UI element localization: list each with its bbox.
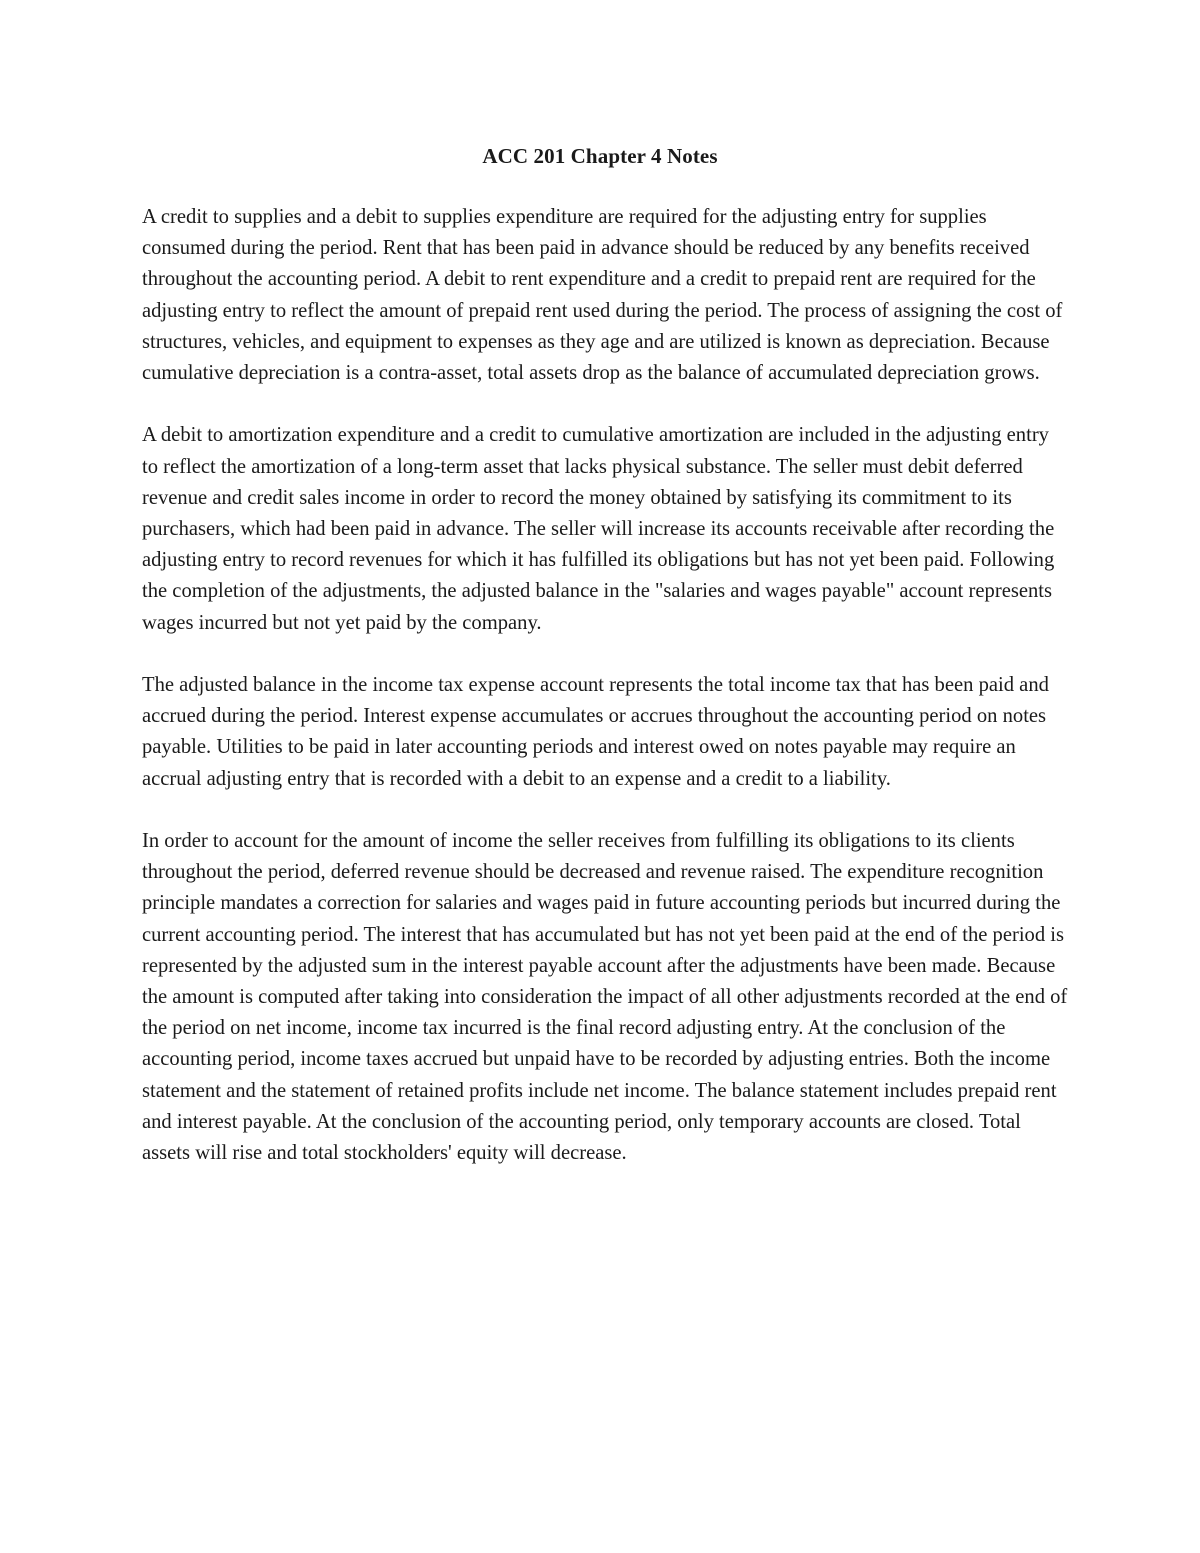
paragraph-1: A credit to supplies and a debit to supplies expenditure are required for the adjusting entry for supplies consumed during the period. Rent that has been paid in advance should be reduced by any benefits received throughout the accounting period. A debit to rent expenditure and a credit to prepaid rent are required for the adjusting entry to reflect the amount of prepaid rent used during the period. The process of assigning the cost of structures, vehicles, and equipment to expenses as they age and are utilized is known as depreciation. Because cumulative depreciation is a contra-asset, total assets drop as the balance of accumulated depreciation grows. xyxy=(142,206,1063,385)
paragraph-2: A debit to amortization expenditure and a credit to cumulative amortization are included in the adjusting entry to reflect the amortization of a long-term asset that lacks physical substance. The seller must debit deferred revenue and credit sales income in order to record the money obtained by satisfying its commitment to its purchasers, which had been paid in advance. The seller will increase its accounts receivable after recording the adjusting entry to record revenues for which it has fulfilled its obligations but has not yet been paid. Following the completion of the adjustments, the adjusted balance in the "salaries and wages payable" account represents wages incurred but not yet paid by the company. xyxy=(142,424,1055,634)
document-body xyxy=(142,202,1068,1200)
paragraph-3: The adjusted balance in the income tax expense account represents the total income tax that has been paid and accrued during the period. Interest expense accumulates or accrues throughout the accounting period on notes payable. Utilities to be paid in later accounting periods and interest owed on notes payable may require an accrual adjusting entry that is recorded with a debit to an expense and a credit to a liability. xyxy=(142,674,1049,790)
document-title: ACC 201 Chapter 4 Notes xyxy=(482,144,718,168)
paragraph-4: In order to account for the amount of income the seller receives from fulfilling its obligations to its clients throughout the period, deferred revenue should be decreased and revenue raised. The expenditure recognition principle mandates a correction for salaries and wages paid in future accounting periods but incurred during the current accounting period. The interest that has accumulated but has not yet been paid at the end of the period is represented by the adjusted sum in the interest payable account after the adjustments have been made. Because the amount is computed after taking into consideration the impact of all other adjustments recorded at the end of the period on net income, income tax incurred is the final record adjusting entry. At the conclusion of the accounting period, income taxes accrued but unpaid have to be recorded by adjusting entries. Both the income statement and the statement of retained profits include net income. The balance statement includes prepaid rent and interest payable. At the conclusion of the accounting period, only temporary accounts are closed. Total assets will rise and total stockholders' equity will decrease. xyxy=(142,830,1068,1165)
